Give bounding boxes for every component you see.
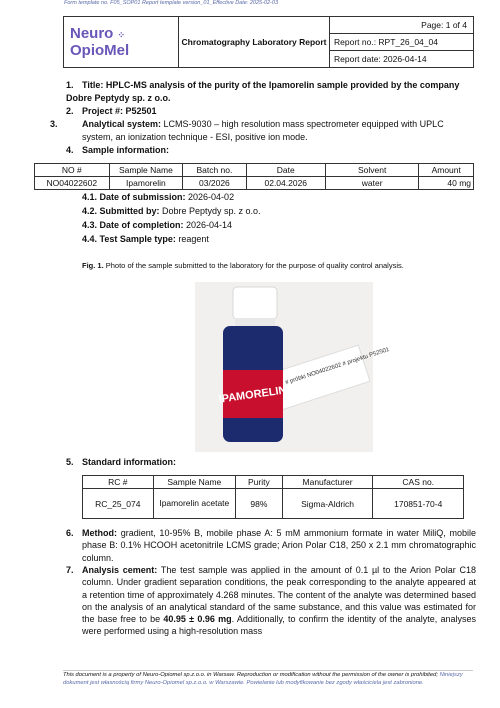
submitted-by: 4.2. Submitted by: Dobre Peptydy sp. z o.o. <box>82 206 261 216</box>
table-header-row: RC # Sample Name Purity Manufacturer CAS no. <box>83 476 464 489</box>
section-analytical-system: 3. Analytical system: LCMS-9030 – high resolution mass spectrometer equipped with UPLC system, an ionization technique - ESI, positive ion mode. <box>50 119 444 142</box>
page-number: Page: 1 of 4 <box>330 17 474 34</box>
section-method: 6. Method: gradient, 10-95% B, mobile phase A: 5 mM ammonium formate in water MiliQ, mobile phase B: 0.1% HCOOH acetonitrile LCMS grade; Arion Polar C18, 250 x 2.1 mm chromatographic column. <box>66 528 476 563</box>
section-sample-info: 4. Sample information: <box>66 145 170 155</box>
table-row: RC_25_074 Ipamorelin acetate 98% Sigma-Aldrich 170851-70-4 <box>83 489 464 519</box>
standard-table <box>82 475 464 519</box>
sample-table <box>34 163 474 190</box>
logo-text-2: OpioMel <box>70 41 130 59</box>
logo-text-1: Neuro <box>70 24 114 42</box>
molecule-icon: ⁘ <box>117 29 126 40</box>
footer-pl: Niniejszy dokument jest własnością firmy Neuro-Opiomel sp.z.o.o. w Warszawie. Powielanie lub modyfikowanie bez zgody właściciela jest zabronione. <box>63 672 463 686</box>
card-text: # próbki NO04022602 # projektu P52501 <box>284 346 391 387</box>
table-row: NO04022602 Ipamorelin 03/2026 02.04.2026 water 40 mg <box>35 177 474 190</box>
sample-photo <box>195 282 391 452</box>
section-project: 2. Project #: P52501 <box>66 106 157 116</box>
section-standard-info: 5. Standard information: <box>66 457 176 467</box>
page-footer <box>63 670 473 687</box>
form-template-line: Form template no. F05_SOP01 Report template version_01_Effective Date: 2025-02-03 <box>64 0 279 6</box>
report-number: Report no.: RPT_26_04_04 <box>330 34 474 51</box>
vial-label-text: IPAMORELIN <box>217 384 288 406</box>
figure-caption: Fig. 1. Photo of the sample submitted to the laboratory for the purpose of quality control analysis. <box>82 261 404 270</box>
footer-en: This document is a property of Neuro-Opiomel sp.z.o.o. in Warsaw. Reproduction or modification without the permission of the owner is prohibited; <box>63 672 438 678</box>
analyte-content-value: 40.95 ± 0.96 mg <box>163 614 232 625</box>
company-logo <box>64 17 179 68</box>
report-header <box>63 16 474 68</box>
date-of-completion: 4.3. Date of completion: 2026-04-14 <box>82 220 233 230</box>
test-sample-type: 4.4. Test Sample type: reagent <box>82 234 209 244</box>
section-title: 1. Title: HPLC-MS analysis of the purity of the Ipamorelin sample provided by the company Dobre Peptydy sp. z o.o. <box>66 80 460 103</box>
table-header-row: NO # Sample Name Batch no. Date Solvent Amount <box>35 164 474 177</box>
section-analysis: 7. Analysis cement: The test sample was applied in the amount of 0.1 µl to the Arion Polar C18 column. Under gradient separation conditions, the peak corresponding to the analyte appeared at a retention time of approximately 4.268 minutes. The content of the analyte was determined based on the analysis of an analytical standard of the same substance, and this value was estimated for the base free to be 40.95 ± 0.96 mg. Additionally, to confirm the identity of the analyte, analyses were performed using a high-resolution mass <box>66 565 476 637</box>
report-date: Report date: 2026-04-14 <box>330 51 474 68</box>
vial-photo-illustration <box>195 282 391 452</box>
date-of-submission: 4.1. Date of submission: 2026-04-02 <box>82 192 235 202</box>
report-title: Chromatography Laboratory Report <box>179 17 330 68</box>
